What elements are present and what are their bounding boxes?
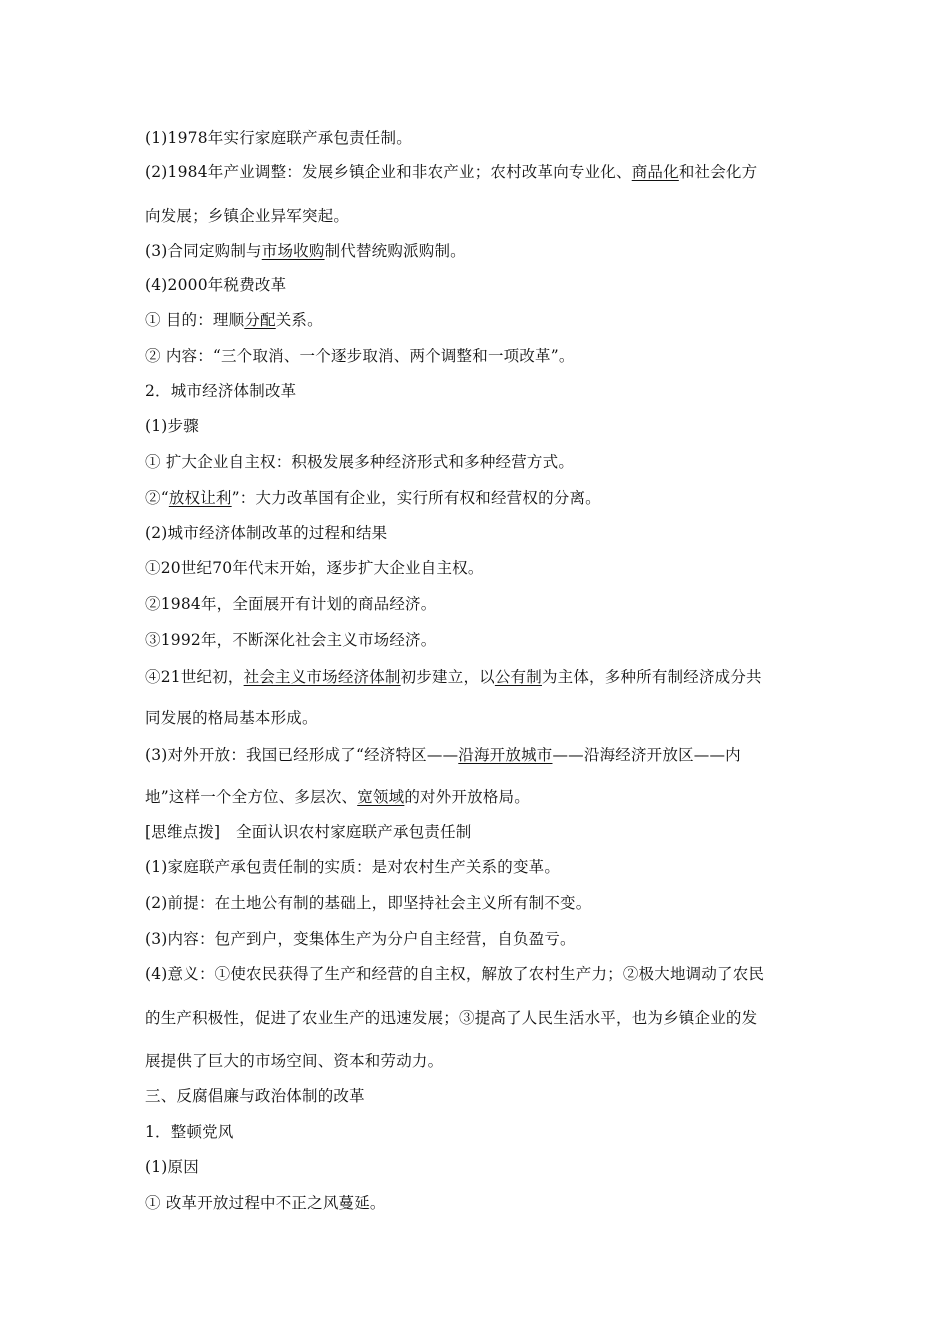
underlined-term: 市场收购: [261, 242, 325, 260]
text-run: ① 目的：理顺: [145, 311, 245, 329]
text-line: [145, 274, 815, 296]
text-run: ① 改革开放过程中不正之风蔓延。: [145, 1194, 386, 1212]
text-line: [145, 1121, 815, 1143]
underlined-term: 放权让利: [168, 489, 232, 507]
underlined-term: 社会主义市场经济体制: [243, 668, 401, 686]
text-line: [145, 629, 815, 651]
text-run: 初步建立，以: [400, 668, 495, 686]
text-line: [145, 161, 815, 183]
text-run: 关系。: [275, 311, 323, 329]
text-run: 的对外开放格局。: [404, 788, 530, 806]
text-run: 展提供了巨大的市场空间、资本和劳动力。: [145, 1052, 444, 1070]
text-run: ③1992年，不断深化社会主义市场经济。: [145, 631, 437, 649]
text-run: ——沿海经济开放区——内: [552, 746, 741, 764]
text-run: 2．城市经济体制改革: [145, 382, 297, 400]
text-line: [145, 593, 815, 615]
text-line: [145, 127, 815, 149]
text-line: [145, 1085, 815, 1107]
text-run: 三、反腐倡廉与政治体制的改革: [145, 1087, 365, 1105]
text-run: ① 扩大企业自主权：积极发展多种经济形式和多种经营方式。: [145, 453, 575, 471]
text-line: [145, 309, 815, 331]
text-run: 为主体，多种所有制经济成分共: [541, 668, 762, 686]
underlined-term: 分配: [244, 311, 276, 329]
text-run: (2)1984年产业调整：发展乡镇企业和非农产业；农村改革向专业化、: [145, 163, 632, 181]
text-run: ④21世纪初，: [145, 668, 244, 686]
underlined-term: 公有制: [494, 668, 542, 686]
text-line: [145, 707, 815, 729]
text-line: [145, 1007, 815, 1029]
text-run: ②“: [145, 489, 169, 507]
text-line: [145, 522, 815, 544]
text-run: 地”这样一个全方位、多层次、: [145, 788, 358, 806]
text-line: [145, 415, 815, 437]
text-run: (3)对外开放：我国已经形成了“经济特区——: [145, 746, 459, 764]
text-line: [145, 1050, 815, 1072]
text-line: [145, 451, 815, 473]
text-line: [145, 557, 815, 579]
text-run: 1．整顿党风: [145, 1123, 234, 1141]
text-line: [145, 1192, 815, 1214]
text-run: ①20世纪70年代末开始，逐步扩大企业自主权。: [145, 559, 484, 577]
text-run: [思维点拨] 全面认识农村家庭联产承包责任制: [145, 823, 472, 841]
underlined-term: 商品化: [631, 163, 679, 181]
text-line: [145, 666, 815, 688]
text-run: 的生产积极性，促进了农业生产的迅速发展；③提高了人民生活水平，也为乡镇企业的发: [145, 1009, 758, 1027]
text-line: [145, 205, 815, 227]
text-line: [145, 928, 815, 950]
text-run: (1)原因: [145, 1158, 199, 1176]
text-run: ② 内容：“三个取消、一个逐步取消、两个调整和一项改革”。: [145, 347, 575, 365]
text-line: [145, 856, 815, 878]
text-run: (4)意义：①使农民获得了生产和经营的自主权，解放了农村生产力；②极大地调动了农民: [145, 965, 765, 983]
text-line: [145, 345, 815, 367]
text-line: [145, 240, 815, 262]
text-run: 向发展；乡镇企业异军突起。: [145, 207, 350, 225]
text-run: (2)城市经济体制改革的过程和结果: [145, 524, 388, 542]
text-run: ②1984年，全面展开有计划的商品经济。: [145, 595, 437, 613]
text-run: (1)1978年实行家庭联产承包责任制。: [145, 129, 412, 147]
text-run: (3)合同定购制与: [145, 242, 262, 260]
text-line: [145, 786, 815, 808]
underlined-term: 沿海开放城市: [458, 746, 553, 764]
text-run: (1)家庭联产承包责任制的实质：是对农村生产关系的变革。: [145, 858, 561, 876]
underlined-term: 宽领域: [357, 788, 405, 806]
text-run: (4)2000年税费改革: [145, 276, 287, 294]
text-line: [145, 1156, 815, 1178]
text-run: 制代替统购派购制。: [324, 242, 466, 260]
text-run: ”：大力改革国有企业，实行所有权和经营权的分离。: [231, 489, 601, 507]
text-line: [145, 892, 815, 914]
text-run: 和社会化方: [678, 163, 758, 181]
text-line: [145, 380, 815, 402]
text-line: [145, 963, 815, 985]
text-run: (3)内容：包产到户，变集体生产为分户自主经营，自负盈亏。: [145, 930, 576, 948]
text-line: [145, 821, 815, 843]
text-line: [145, 487, 815, 509]
text-run: 同发展的格局基本形成。: [145, 709, 318, 727]
text-run: (1)步骤: [145, 417, 199, 435]
text-line: [145, 744, 815, 766]
text-run: (2)前提：在土地公有制的基础上，即坚持社会主义所有制不变。: [145, 894, 592, 912]
